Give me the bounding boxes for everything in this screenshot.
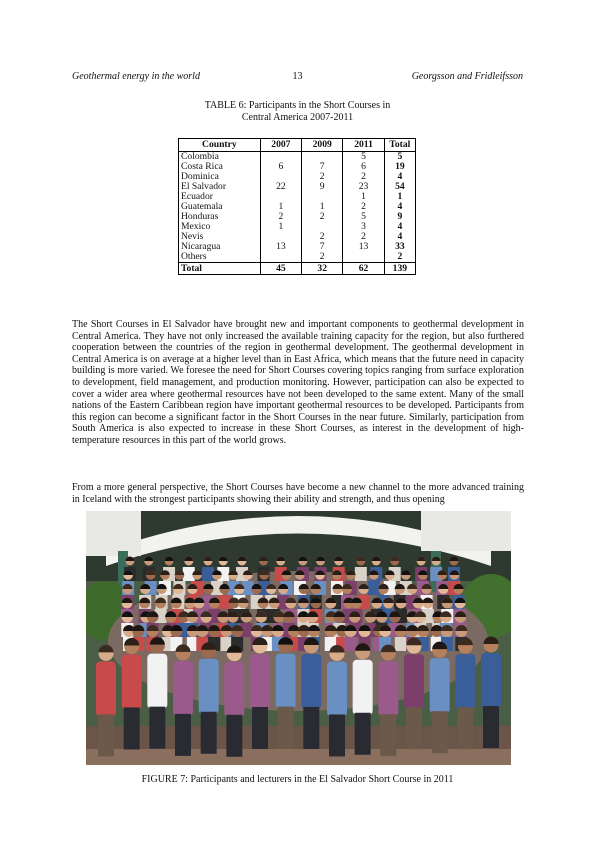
page-number: 13 (292, 71, 303, 82)
value-total: 9 (384, 212, 415, 222)
value-total: 4 (384, 202, 415, 212)
group-photo (86, 511, 511, 765)
total-2011: 62 (343, 263, 384, 275)
country-name: Others (179, 252, 261, 263)
value-2007: 2 (260, 212, 301, 222)
value-2011: 13 (343, 242, 384, 252)
value-total: 1 (384, 192, 415, 202)
country-name: Nevis (179, 232, 261, 242)
table-row (179, 222, 416, 232)
value-2011: 1 (343, 192, 384, 202)
value-total: 19 (384, 162, 415, 172)
value-2009: 2 (302, 212, 343, 222)
value-2009: 2 (302, 232, 343, 242)
running-header (72, 70, 523, 84)
participants-table (178, 138, 416, 275)
total-2007: 45 (260, 263, 301, 275)
total-grand: 139 (384, 263, 415, 275)
country-name: Mexico (179, 222, 261, 232)
table-caption-line-1: TABLE 6: Participants in the Short Courses in (204, 100, 391, 111)
value-2011: 6 (343, 162, 384, 172)
header-authors: Georgsson and Fridleifsson (411, 71, 523, 82)
column-header-2007: 2007 (260, 139, 301, 152)
column-header-total: Total (384, 139, 415, 152)
value-2011: 23 (343, 182, 384, 192)
group-photo-illustration (86, 511, 511, 765)
value-2007: 6 (260, 162, 301, 172)
value-2011 (343, 252, 384, 263)
table-row (179, 252, 416, 263)
table-caption-line-2: Central America 2007-2011 (241, 112, 354, 123)
country-name: Guatemala (179, 202, 261, 212)
table-total-row (179, 263, 416, 275)
value-2007: 13 (260, 242, 301, 252)
value-2009: 7 (302, 242, 343, 252)
value-2009: 7 (302, 162, 343, 172)
total-2009: 32 (302, 263, 343, 275)
value-2009: 9 (302, 182, 343, 192)
country-name: Colombia (179, 152, 261, 163)
country-name: Nicaragua (179, 242, 261, 252)
value-2011: 2 (343, 202, 384, 212)
value-total: 4 (384, 232, 415, 242)
table-header-row (179, 139, 416, 152)
value-2011: 5 (343, 212, 384, 222)
table-row (179, 242, 416, 252)
value-2011: 2 (343, 172, 384, 182)
body-paragraph-2: From a more general perspective, the Short Courses have become a new channel to the more advanced training in Iceland with the strongest participants showing their ability and strength, and thus opening (72, 482, 524, 505)
value-total: 2 (384, 252, 415, 263)
value-2007: 1 (260, 202, 301, 212)
table-body (179, 152, 416, 263)
value-2011: 2 (343, 232, 384, 242)
column-header-country: Country (179, 139, 261, 152)
body-paragraph-1: The Short Courses in El Salvador have brought new and important components to geothermal development in Central America. They have not only increased the available training capacity for the region, but also furthered cooperation between the countries of the region in geothermal development. The geothermal development in Central America is on average at a higher level than in East Africa, which means that the future need in capacity building is more varied. We foresee the need for Short Courses covering topics ranging from surface exploration to development, field management, and production monitoring. However, participation can also be expected to cover a wider area where geothermal resources have not been developed to the same extent. Many of the small nations of the Eastern Caribbean region have important geothermal resources to be developed. Participants from this region can become a significant factor in the Short Courses in the near future. Similarly, participation from South America is also expected to increase in these Short Courses, as interest in the development of high-temperature resources in this part of the world grows. (72, 319, 524, 446)
value-2009: 2 (302, 252, 343, 263)
country-name: El Salvador (179, 182, 261, 192)
value-2007 (260, 252, 301, 263)
column-header-2009: 2009 (302, 139, 343, 152)
value-total: 5 (384, 152, 415, 163)
header-journal-title: Geothermal energy in the world (72, 71, 200, 82)
value-2009: 2 (302, 172, 343, 182)
value-2009: 1 (302, 202, 343, 212)
country-name: Costa Rica (179, 162, 261, 172)
total-label: Total (179, 263, 261, 275)
country-name: Dominica (179, 172, 261, 182)
value-total: 54 (384, 182, 415, 192)
table-row (179, 212, 416, 222)
figure-caption: FIGURE 7: Participants and lecturers in the El Salvador Short Course in 2011 (141, 774, 454, 785)
column-header-2011: 2011 (343, 139, 384, 152)
value-total: 33 (384, 242, 415, 252)
table-row (179, 182, 416, 192)
table-caption (0, 100, 595, 124)
value-total: 4 (384, 172, 415, 182)
value-2011: 5 (343, 152, 384, 163)
country-name: Ecuador (179, 192, 261, 202)
value-2007: 1 (260, 222, 301, 232)
value-2011: 3 (343, 222, 384, 232)
value-2007: 22 (260, 182, 301, 192)
value-total: 4 (384, 222, 415, 232)
country-name: Honduras (179, 212, 261, 222)
